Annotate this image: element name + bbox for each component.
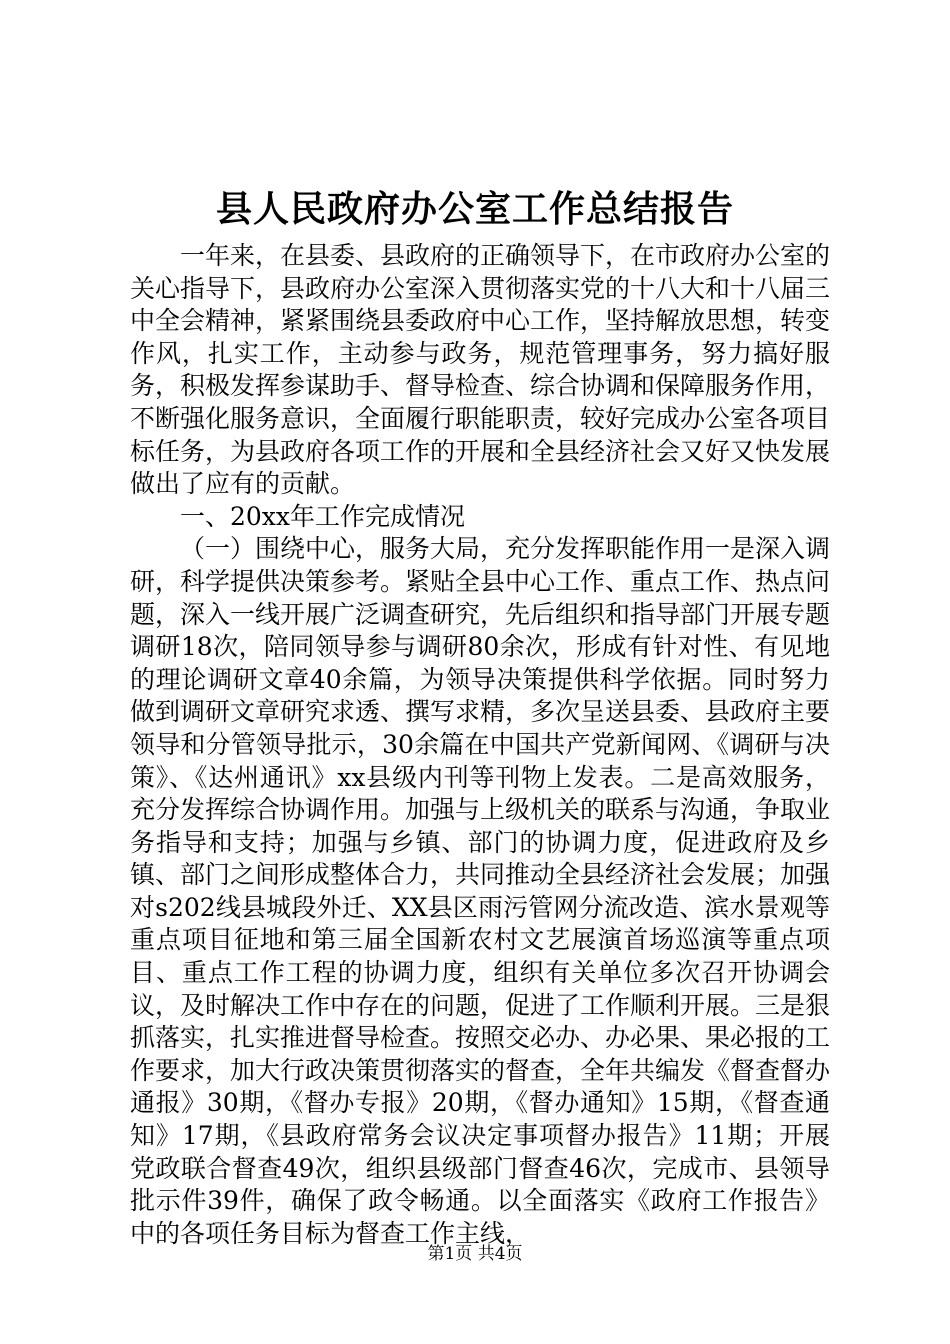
paragraph-section-one: （一）围绕中心，服务大局，充分发挥职能作用一是深入调研，科学提供决策参考。紧贴全县中心工作、重点工作、热点问题，深入一线开展广泛调查研究，先后组织和指导部门开展专题调研18次，陪同领导参与调研80余次，形成有针对性、有见地的理论调研文章40余篇，为领导决策提供科学依据。同时努力做到调研文章研究求透、撰写求精，多次呈送县委、县政府主要领导和分管领导批示，30余篇在中国共产党新闻网、《调研与决策》、《达州通讯》xx县级内刊等刊物上发表。二是高效服务，充分发挥综合协调作用。加强与上级机关的联系与沟通，争取业务指导和支持；加强与乡镇、部门的协调力度，促进政府及乡镇、部门之间形成整体合力，共同推动全县经济社会发展；加强对s202线县城段外迁、XX县区雨污管网分流改造、滨水景观等重点项目征地和第三届全国新农村文艺展演首场巡演等重点项目、重点工作工程的协调力度，组织有关单位多次召开协调会议，及时解决工作中存在的问题，促进了工作顺利开展。三是狠抓落实，扎实推进督导检查。按照交必办、办必果、果必报的工作要求，加大行政决策贯彻落实的督查，全年共编发《督查督办通报》30期，《督办专报》20期，《督办通知》15期，《督查通知》17期，《县政府常务会议决定事项督办报告》11期；开展党政联合督查49次，组织县级部门督查46次，完成市、县领导批示件39件，确保了政令畅通。以全面落实《政府工作报告》中的各项任务目标为督查工作主线， — [130, 534, 831, 1248]
paragraph-intro: 一年来，在县委、县政府的正确领导下，在市政府办公室的关心指导下，县政府办公室深入贯彻落实党的十八大和十八届三中全会精神，紧紧围绕县委政府中心工作，坚持解放思想，转变作风，扎实工作，主动参与政务，规范管理事务，努力搞好服务，积极发挥参谋助手、督导检查、综合协调和保障服务作用，不断强化服务意识，全面履行职能职责，较好完成办公室各项目标任务，为县政府各项工作的开展和全县经济社会又好又快发展做出了应有的贡献。 — [130, 241, 831, 499]
section-heading: 一、20xx年工作完成情况 — [180, 501, 466, 531]
document-body — [130, 240, 830, 1250]
page-number-footer: 第1页 共4页 — [427, 1244, 523, 1264]
document-title: 县人民政府办公室工作总结报告 — [215, 189, 734, 230]
